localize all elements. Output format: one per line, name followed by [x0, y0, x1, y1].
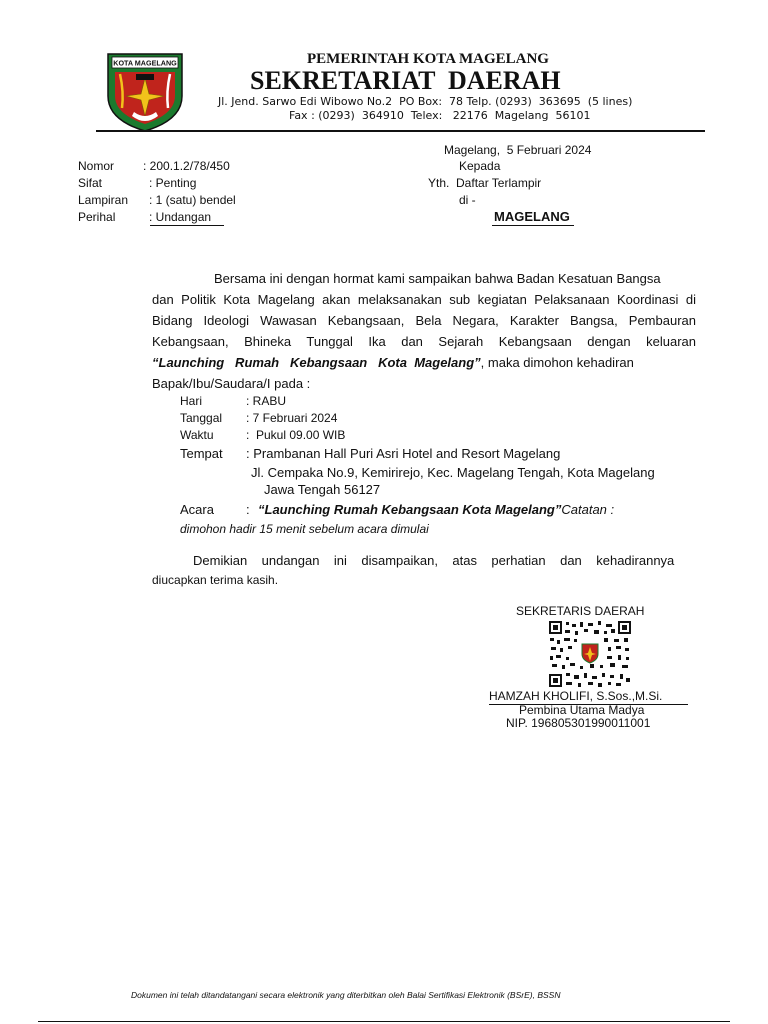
letterhead-fax: Fax : (0293) 364910 Telex: 22176 Magelang 56101 [289, 109, 591, 122]
nomor-label: Nomor [78, 159, 115, 173]
tempat-value: : Prambanan Hall Puri Asri Hotel and Resort Magelang [246, 446, 561, 461]
lampiran-label: Lampiran [78, 193, 129, 207]
perihal-value: : Undangan [149, 210, 212, 224]
body-line-1: Bersama ini dengan hormat kami sampaikan bahwa Badan Kesatuan Bangsa [214, 271, 661, 286]
closing-line-1: Demikian undangan ini disampaikan, atas perhatian dan kehadirannya [193, 553, 675, 568]
nomor-value: : 200.1.2/78/450 [143, 159, 230, 173]
acara-value: “Launching Rumah Kebangsaan Kota Magelang” [258, 502, 562, 517]
letter-date: Magelang, 5 Februari 2024 [444, 143, 592, 157]
tempat-address-1: Jl. Cempaka No.9, Kemirirejo, Kec. Magelang Tengah, Kota Magelang [251, 465, 655, 480]
event-title-inline: “Launching Rumah Kebangsaan Kota Magelang” [152, 355, 481, 370]
attendance-note: dimohon hadir 15 menit sebelum acara dimulai [180, 522, 429, 536]
sifat-value: : Penting [149, 176, 197, 190]
e-signature-footer: Dokumen ini telah ditandatangani secara elektronik yang diterbitkan oleh Balai Sertifikasi Elektronik (BSrE), BSSN [131, 990, 561, 1000]
catatan-label: Catatan : [561, 502, 615, 517]
acara-colon: : [246, 502, 250, 517]
lampiran-value: : 1 (satu) bendel [149, 193, 236, 207]
hari-value: : RABU [246, 394, 287, 408]
waktu-label: Waktu [180, 428, 214, 442]
letterhead-rule [96, 130, 705, 132]
recipient-city-underline [492, 225, 574, 226]
recipient-yth: Yth. Daftar Terlampir [428, 176, 542, 190]
signatory-rank: Pembina Utama Madya [519, 703, 645, 717]
acara-line [258, 502, 614, 517]
sifat-label: Sifat [78, 176, 103, 190]
signatory-nip: NIP. 196805301990011001 [506, 716, 651, 730]
kepada-label: Kepada [459, 159, 501, 173]
qr-code-icon [548, 620, 632, 688]
closing-line-2: diucapkan terima kasih. [152, 573, 279, 587]
tempat-address-2: Jawa Tengah 56127 [264, 482, 381, 497]
body-line-3: Bidang Ideologi Wawasan Kebangsaan, Bela Negara, Karakter Bangsa, Pembauran [152, 313, 696, 328]
body-line-5 [152, 355, 634, 370]
perihal-label: Perihal [78, 210, 116, 224]
hari-label: Hari [180, 394, 203, 408]
recipient-di: di - [459, 193, 476, 207]
tanggal-label: Tanggal [180, 411, 223, 425]
signatory-name: HAMZAH KHOLIFI, S.Sos.,M.Si. [489, 689, 663, 703]
body-line-5-rest: , maka dimohon kehadiran [480, 355, 634, 370]
letterhead-government: PEMERINTAH KOTA MAGELANG [307, 51, 549, 67]
crest-label: KOTA MAGELANG [113, 58, 177, 68]
city-crest-icon [106, 52, 184, 132]
body-line-2: dan Politik Kota Magelang akan melaksanakan sub kegiatan Pelaksanaan Koordinasi di [152, 292, 696, 307]
perihal-underline [150, 225, 224, 226]
footer-rule [38, 1021, 730, 1022]
tanggal-value: : 7 Februari 2024 [246, 411, 338, 425]
tempat-label: Tempat [180, 446, 223, 461]
letterhead-office: SEKRETARIAT DAERAH [250, 66, 561, 95]
waktu-value: : Pukul 09.00 WIB [246, 428, 346, 442]
acara-label: Acara [180, 502, 214, 517]
body-line-6: Bapak/Ibu/Saudara/I pada : [152, 376, 311, 391]
signature-title: SEKRETARIS DAERAH [516, 604, 645, 618]
recipient-city: MAGELANG [494, 209, 570, 224]
letterhead-address: Jl. Jend. Sarwo Edi Wibowo No.2 PO Box: 78 Telp. (0293) 363695 (5 lines) [218, 95, 633, 108]
body-line-4: Kebangsaan, Bhineka Tunggal Ika dan Sejarah Kebangsaan dengan keluaran [152, 334, 696, 349]
